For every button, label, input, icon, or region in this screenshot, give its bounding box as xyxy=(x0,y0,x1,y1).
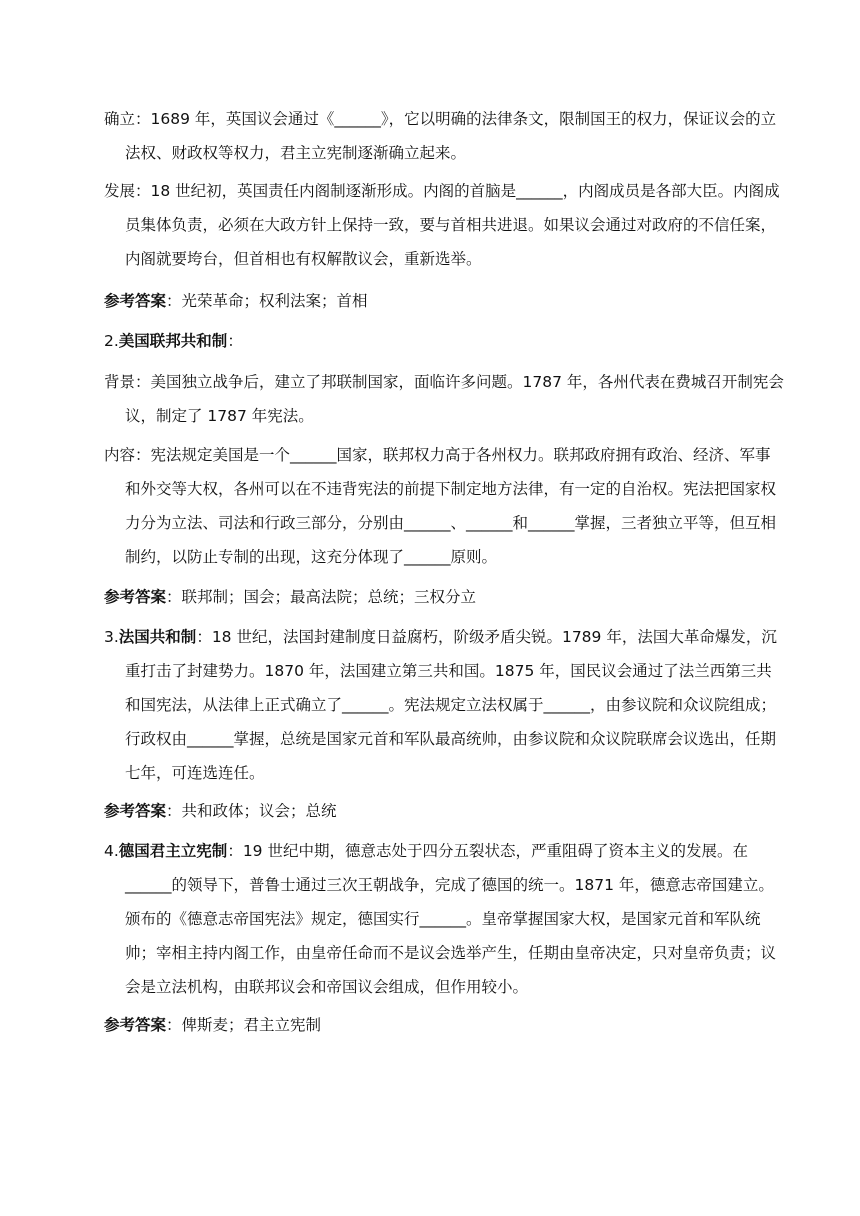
section-number: 4. xyxy=(104,842,119,860)
us-background-paragraph: 背景：美国独立战争后，建立了邦联制国家，面临许多问题。1787 年，各州代表在费城召开制宪会议，制定了 1787 年宪法。 xyxy=(104,373,784,425)
section-number: 3. xyxy=(104,628,119,646)
answer-label: 参考答案 xyxy=(104,802,167,820)
answer-text: ：联邦制；国会；最高法院；总统；三权分立 xyxy=(166,588,477,606)
uk-establish-paragraph: 确立：1689 年，英国议会通过《______》，它以明确的法律条文，限制国王的权力，保证议会的立法权、财政权等权力，君主立宪制逐渐确立起来。 xyxy=(104,110,777,162)
section-number: 2. xyxy=(104,332,119,350)
france-paragraph xyxy=(104,620,785,790)
section-body: ：19 世纪中期，德意志处于四分五裂状态，严重阻碍了资本主义的发展。在______的领导下，普鲁士通过三次王朝战争，完成了德国的统一。1871 年，德意志帝国建立。颁布的《德意志帝国宪法》规定，德国实行______。皇帝掌握国家大权，是国家元首和军队统帅；宰相主持内阁工作，由皇帝任命而不是议会选举产生，任期由皇帝决定，只对皇帝负责；议会是立法机构，由联邦议会和帝国议会组成，但作用较小。 xyxy=(125,842,777,996)
us-content-paragraph: 内容：宪法规定美国是一个______国家，联邦权力高于各州权力。联邦政府拥有政治、经济、军事和外交等大权，各州可以在不违背宪法的前提下制定地方法律，有一定的自治权。宪法把国家权力分为立法、司法和行政三部分，分别由______、______和______掌握，三者独立平等，但互相制约，以防止专制的出现，这充分体现了______原则。 xyxy=(104,446,777,566)
uk-develop-paragraph: 发展：18 世纪初，英国责任内阁制逐渐形成。内阁的首脑是______，内阁成员是各部大臣。内阁成员集体负责，必须在大政方针上保持一致，要与首相共进退。如果议会通过对政府的不信任案，内阁就要垮台，但首相也有权解散议会，重新选举。 xyxy=(104,182,780,268)
answer-text: ：共和政体；议会；总统 xyxy=(166,802,337,820)
section-2-heading xyxy=(104,324,764,358)
answer-text: ：俾斯麦；君主立宪制 xyxy=(166,1016,322,1034)
section-body: ：18 世纪，法国封建制度日益腐朽，阶级矛盾尖锐。1789 年，法国大革命爆发，沉重打击了封建势力。1870 年，法国建立第三共和国。1875 年，国民议会通过了法兰西第三共和国宪法，从法律上正式确立了______。宪法规定立法权属于______，由参议院和众议院组成；行政权由______掌握，总统是国家元首和军队最高统帅，由参议院和众议院联席会议选出，任期七年，可连选连任。 xyxy=(125,628,777,782)
answer-3 xyxy=(104,794,764,828)
answer-label: 参考答案 xyxy=(104,588,167,606)
section-title: 德国君主立宪制 xyxy=(118,842,228,860)
answer-label: 参考答案 xyxy=(104,1016,167,1034)
answer-2 xyxy=(104,580,764,614)
germany-paragraph xyxy=(104,834,785,1004)
section-title: 法国共和制 xyxy=(118,628,197,646)
answer-text: ：光荣革命；权利法案；首相 xyxy=(166,292,368,310)
answer-4 xyxy=(104,1008,764,1042)
answer-label: 参考答案 xyxy=(104,292,167,310)
section-title-suffix: ： xyxy=(227,332,243,350)
answer-1 xyxy=(104,284,764,318)
section-title: 美国联邦共和制 xyxy=(118,332,228,350)
